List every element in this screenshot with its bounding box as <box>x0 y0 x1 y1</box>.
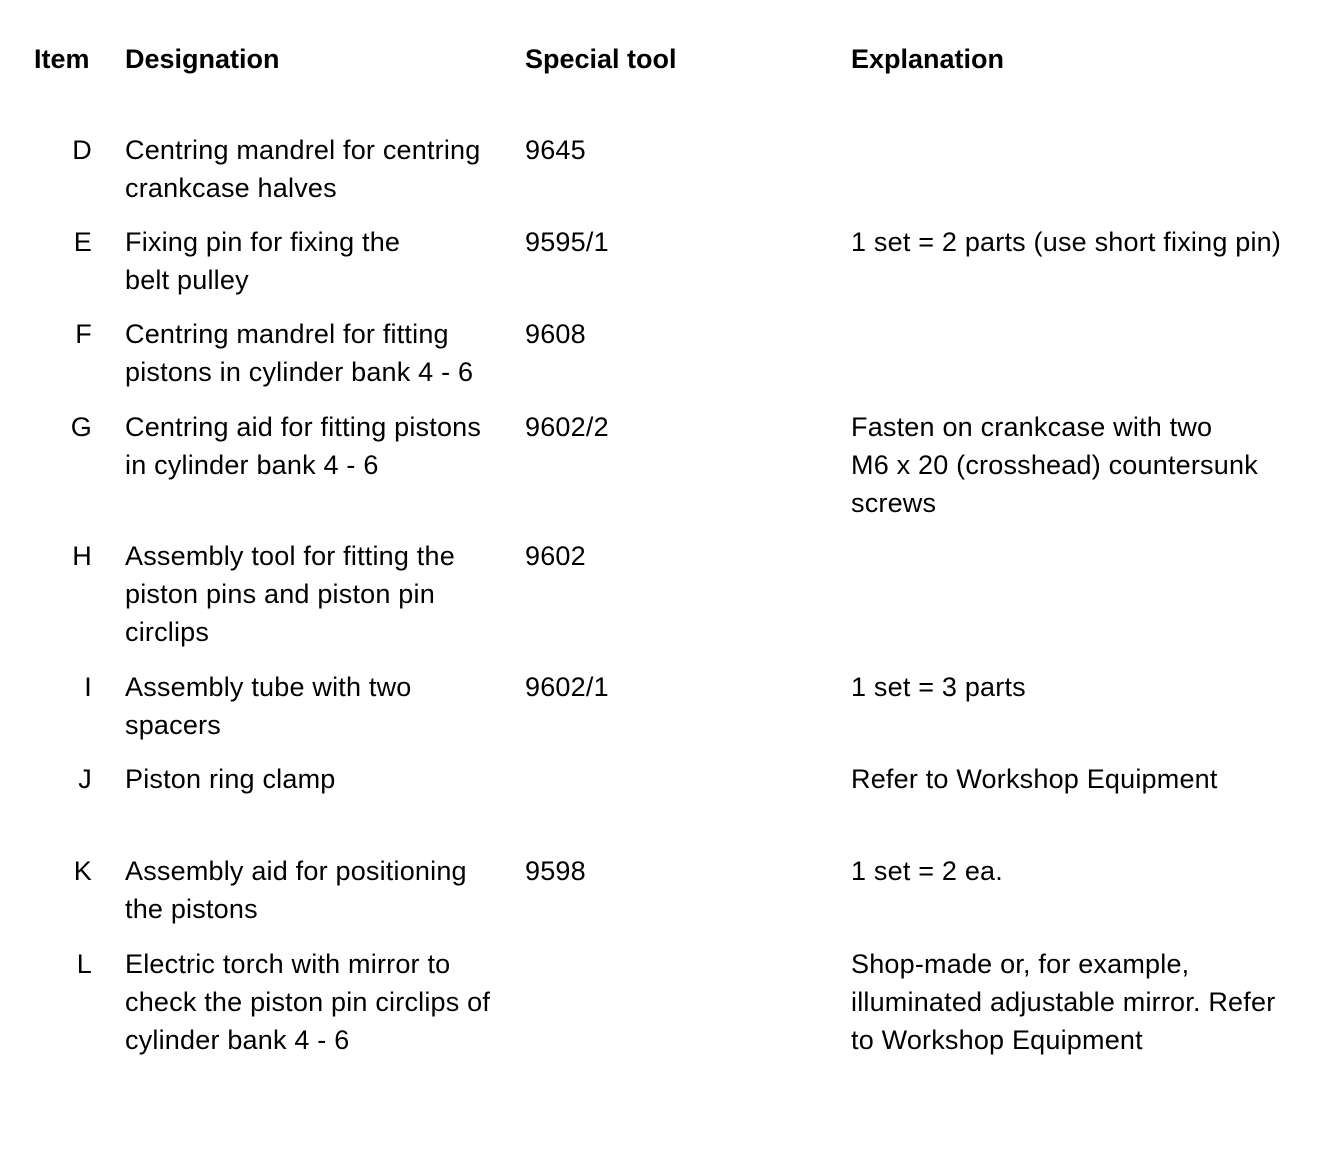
item-letter: H <box>72 541 92 571</box>
item-letter: D <box>72 135 92 165</box>
item-letter: G <box>70 412 92 442</box>
designation-text: Assembly tool for fitting the piston pins and piston pin circlips <box>125 541 455 648</box>
special-tool-number: 9602 <box>525 541 586 571</box>
designation-text: Centring mandrel for centring crankcase halves <box>125 135 481 204</box>
designation-text: Centring mandrel for fitting pistons in cylinder bank 4 - 6 <box>125 319 474 388</box>
header-item: Item <box>34 44 90 74</box>
special-tool-number: 9598 <box>525 856 586 886</box>
designation-text: Assembly aid for positioning the pistons <box>125 856 467 925</box>
special-tool-number: 9602/1 <box>525 672 609 702</box>
item-letter: I <box>84 672 92 702</box>
header-explanation: Explanation <box>851 44 1005 74</box>
explanation-text: Shop-made or, for example, illuminated adjustable mirror. Refer to Workshop Equipment <box>851 949 1276 1056</box>
special-tool-number: 9645 <box>525 135 586 165</box>
item-letter: L <box>76 949 92 979</box>
designation-text: Centring aid for fitting pistons in cylinder bank 4 - 6 <box>125 412 482 481</box>
special-tool-number: 9595/1 <box>525 227 609 257</box>
header-special-tool: Special tool <box>525 44 677 74</box>
explanation-text: 1 set = 2 ea. <box>851 856 1003 886</box>
designation-text: Fixing pin for fixing the belt pulley <box>125 227 401 296</box>
special-tool-number: 9602/2 <box>525 412 609 442</box>
explanation-text: Refer to Workshop Equipment <box>851 764 1218 794</box>
designation-text: Electric torch with mirror to check the piston pin circlips of cylinder bank 4 - 6 <box>125 949 491 1056</box>
item-letter: E <box>73 227 92 257</box>
designation-text: Assembly tube with two spacers <box>125 672 412 741</box>
explanation-text: 1 set = 2 parts (use short fixing pin) <box>851 227 1282 257</box>
special-tool-number: 9608 <box>525 319 586 349</box>
explanation-text: 1 set = 3 parts <box>851 672 1026 702</box>
designation-text: Piston ring clamp <box>125 764 336 794</box>
item-letter: F <box>75 319 92 349</box>
explanation-text: Fasten on crankcase with two M6 x 20 (crosshead) countersunk screws <box>851 412 1258 519</box>
header-designation: Designation <box>125 44 280 74</box>
item-letter: K <box>73 856 92 886</box>
item-letter: J <box>78 764 92 794</box>
